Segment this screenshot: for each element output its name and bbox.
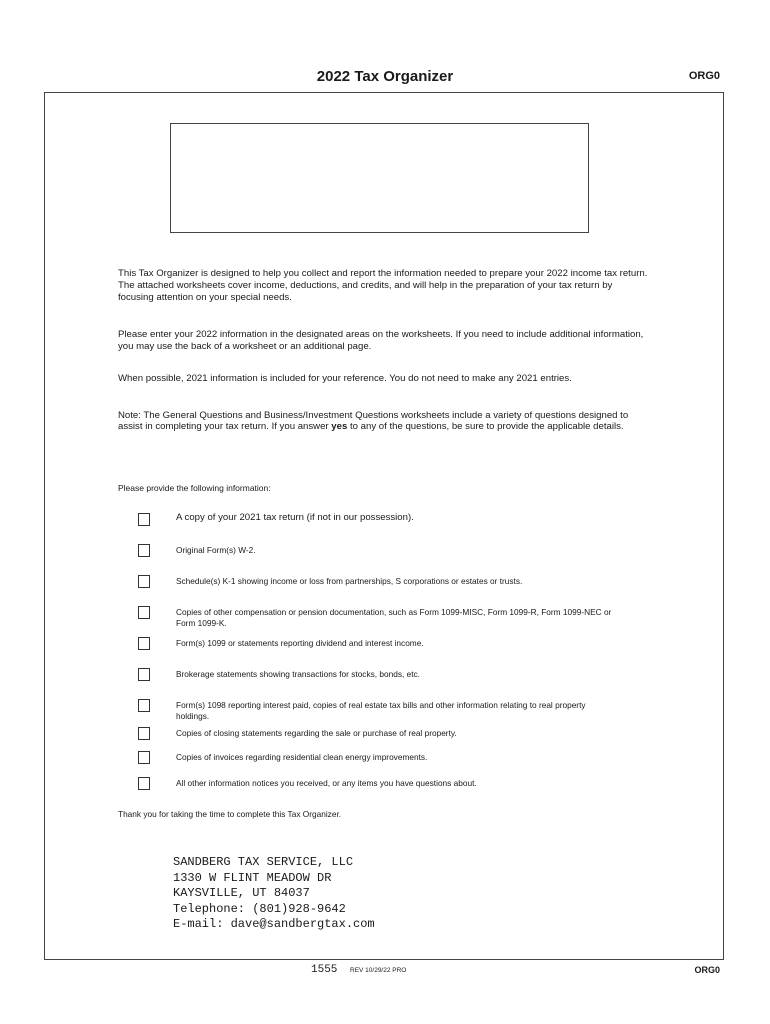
thank-you-note: Thank you for taking the time to complete this Tax Organizer. xyxy=(118,809,342,819)
preparer-city: KAYSVILLE, UT 84037 xyxy=(173,886,310,900)
intro-paragraph-2: Please enter your 2022 information in the designated areas on the worksheets. If you need to include additional information, you may use the back of a worksheet or an additional page. xyxy=(118,329,644,352)
form-code-bottom: ORG0 xyxy=(694,965,720,975)
footer-revision: REV 10/29/22 PRO xyxy=(350,967,407,974)
checklist-label: All other information notices you received, or any items you have questions about. xyxy=(176,778,477,788)
checklist-label: A copy of your 2021 tax return (if not in our possession). xyxy=(176,512,414,523)
checkbox[interactable] xyxy=(138,637,150,650)
checkbox[interactable] xyxy=(138,575,150,588)
checkbox[interactable] xyxy=(138,699,150,712)
checklist-label: Copies of invoices regarding residential clean energy improvements. xyxy=(176,752,428,762)
note-text-end: to any of the questions, be sure to provide the applicable details. xyxy=(347,420,624,432)
checklist-label: Copies of other compensation or pension documentation, such as Form 1099-MISC, Form 1099-R, Form 1099-NEC or Form 1099-K. xyxy=(176,607,612,628)
footer-number: 1555 xyxy=(311,964,338,976)
preparer-email: E-mail: dave@sandbergtax.com xyxy=(173,917,375,931)
note-text-start: Note: The General Questions and Business/Investment Questions worksheets include a variety of questions designed to assist in completing your tax return. If you answer xyxy=(118,410,629,432)
intro-paragraph-3: When possible, 2021 information is included for your reference. You do not need to make any 2021 entries. xyxy=(118,373,572,384)
intro-paragraph-4 xyxy=(118,411,648,432)
note-yes-bold: yes xyxy=(331,420,348,432)
checklist-label: Original Form(s) W-2. xyxy=(176,545,256,555)
checkbox[interactable] xyxy=(138,751,150,764)
checkbox[interactable] xyxy=(138,606,150,619)
checklist-label: Schedule(s) K-1 showing income or loss from partnerships, S corporations or estates or trusts. xyxy=(176,576,523,586)
logo-box xyxy=(170,123,589,233)
checkbox[interactable] xyxy=(138,668,150,681)
preparer-street: 1330 W FLINT MEADOW DR xyxy=(173,870,332,885)
checkbox[interactable] xyxy=(138,544,150,557)
preparer-name: SANDBERG TAX SERVICE, LLC xyxy=(173,855,354,869)
checkbox[interactable] xyxy=(138,777,150,790)
tax-year: 2022 xyxy=(316,68,351,85)
checklist-label: Brokerage statements showing transactions for stocks, bonds, etc. xyxy=(176,669,420,679)
checklist-label: Form(s) 1098 reporting interest paid, copies of real estate tax bills and other information relating to real property holdings. xyxy=(176,700,586,721)
checkbox[interactable] xyxy=(138,727,150,740)
checkbox[interactable] xyxy=(138,513,150,526)
form-code-top: ORG0 xyxy=(688,70,720,82)
preparer-address xyxy=(173,855,375,933)
checklist-label: Form(s) 1099 or statements reporting dividend and interest income. xyxy=(176,638,424,648)
checklist-intro: Please provide the following information: xyxy=(118,483,271,493)
intro-paragraph-1: This Tax Organizer is designed to help you collect and report the information needed to prepare your 2022 income tax return. The attached worksheets cover income, deductions, and credits, and will help in the preparation of your tax return by focusing attention on your special needs. xyxy=(118,268,648,303)
page-title xyxy=(0,68,770,85)
preparer-phone: Telephone: (801)928-9642 xyxy=(173,901,346,916)
checklist-label: Copies of closing statements regarding the sale or purchase of real property. xyxy=(176,728,457,738)
title-text: Tax Organizer xyxy=(354,68,454,85)
